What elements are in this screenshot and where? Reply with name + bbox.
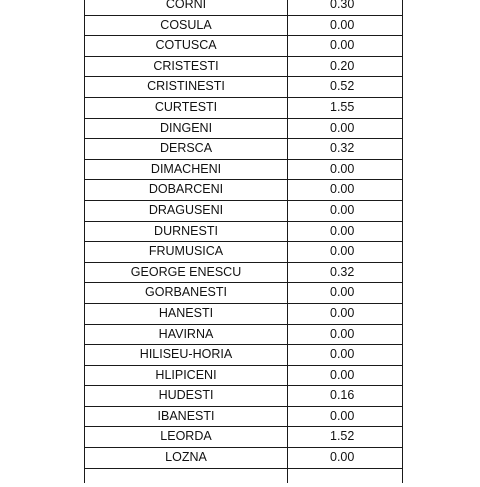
table-row [85,242,403,263]
value-cell: 0.00 [288,15,403,36]
value-cell: 0.00 [288,406,403,427]
locality-name-cell [85,468,288,483]
locality-name-cell: DIMACHENI [85,159,288,180]
locality-name-cell: HLIPICENI [85,365,288,386]
locality-name-cell: IBANESTI [85,406,288,427]
table-row [85,56,403,77]
table-row [85,427,403,448]
value-cell: 0.00 [288,118,403,139]
value-cell: 0.00 [288,242,403,263]
value-cell: 0.00 [288,180,403,201]
table-row [85,386,403,407]
table-row [85,303,403,324]
locality-name-cell: HUDESTI [85,386,288,407]
table-row [85,221,403,242]
locality-name-cell: DOBARCENI [85,180,288,201]
value-cell: 0.00 [288,303,403,324]
locality-name-cell: HILISEU-HORIA [85,345,288,366]
locality-name-cell: DINGENI [85,118,288,139]
value-cell: 0.20 [288,56,403,77]
table-row [85,118,403,139]
value-cell: 0.32 [288,262,403,283]
locality-name-cell: HAVIRNA [85,324,288,345]
table-row [85,159,403,180]
data-table [84,0,403,483]
value-cell: 1.52 [288,427,403,448]
value-cell: 1.55 [288,97,403,118]
locality-name-cell: FRUMUSICA [85,242,288,263]
value-cell: 0.00 [288,200,403,221]
value-cell: 0.00 [288,221,403,242]
table-row [85,139,403,160]
value-cell [288,468,403,483]
locality-name-cell: DERSCA [85,139,288,160]
value-cell: 0.30 [288,0,403,15]
table-row [85,406,403,427]
table-row [85,324,403,345]
value-cell: 0.32 [288,139,403,160]
value-cell: 0.52 [288,77,403,98]
table-row [85,15,403,36]
value-cell: 0.00 [288,448,403,469]
value-cell: 0.00 [288,365,403,386]
table-row [85,36,403,57]
locality-name-cell: CORNI [85,0,288,15]
locality-name-cell: COSULA [85,15,288,36]
table-container [84,0,402,483]
locality-name-cell: CRISTESTI [85,56,288,77]
locality-name-cell: DURNESTI [85,221,288,242]
value-cell: 0.00 [288,345,403,366]
table-row [85,262,403,283]
locality-name-cell: COTUSCA [85,36,288,57]
table-row [85,365,403,386]
value-cell: 0.00 [288,36,403,57]
locality-name-cell: GEORGE ENESCU [85,262,288,283]
table-row [85,0,403,15]
locality-name-cell: CURTESTI [85,97,288,118]
table-row [85,200,403,221]
table-row [85,180,403,201]
locality-name-cell: LOZNA [85,448,288,469]
table-row-partial [85,468,403,483]
locality-name-cell: CRISTINESTI [85,77,288,98]
locality-name-cell: HANESTI [85,303,288,324]
locality-name-cell: DRAGUSENI [85,200,288,221]
table-row [85,448,403,469]
table-body [85,0,403,483]
locality-name-cell: GORBANESTI [85,283,288,304]
table-row [85,77,403,98]
table-row [85,97,403,118]
value-cell: 0.00 [288,159,403,180]
value-cell: 0.00 [288,283,403,304]
locality-name-cell: LEORDA [85,427,288,448]
value-cell: 0.00 [288,324,403,345]
table-row [85,283,403,304]
value-cell: 0.16 [288,386,403,407]
table-row [85,345,403,366]
